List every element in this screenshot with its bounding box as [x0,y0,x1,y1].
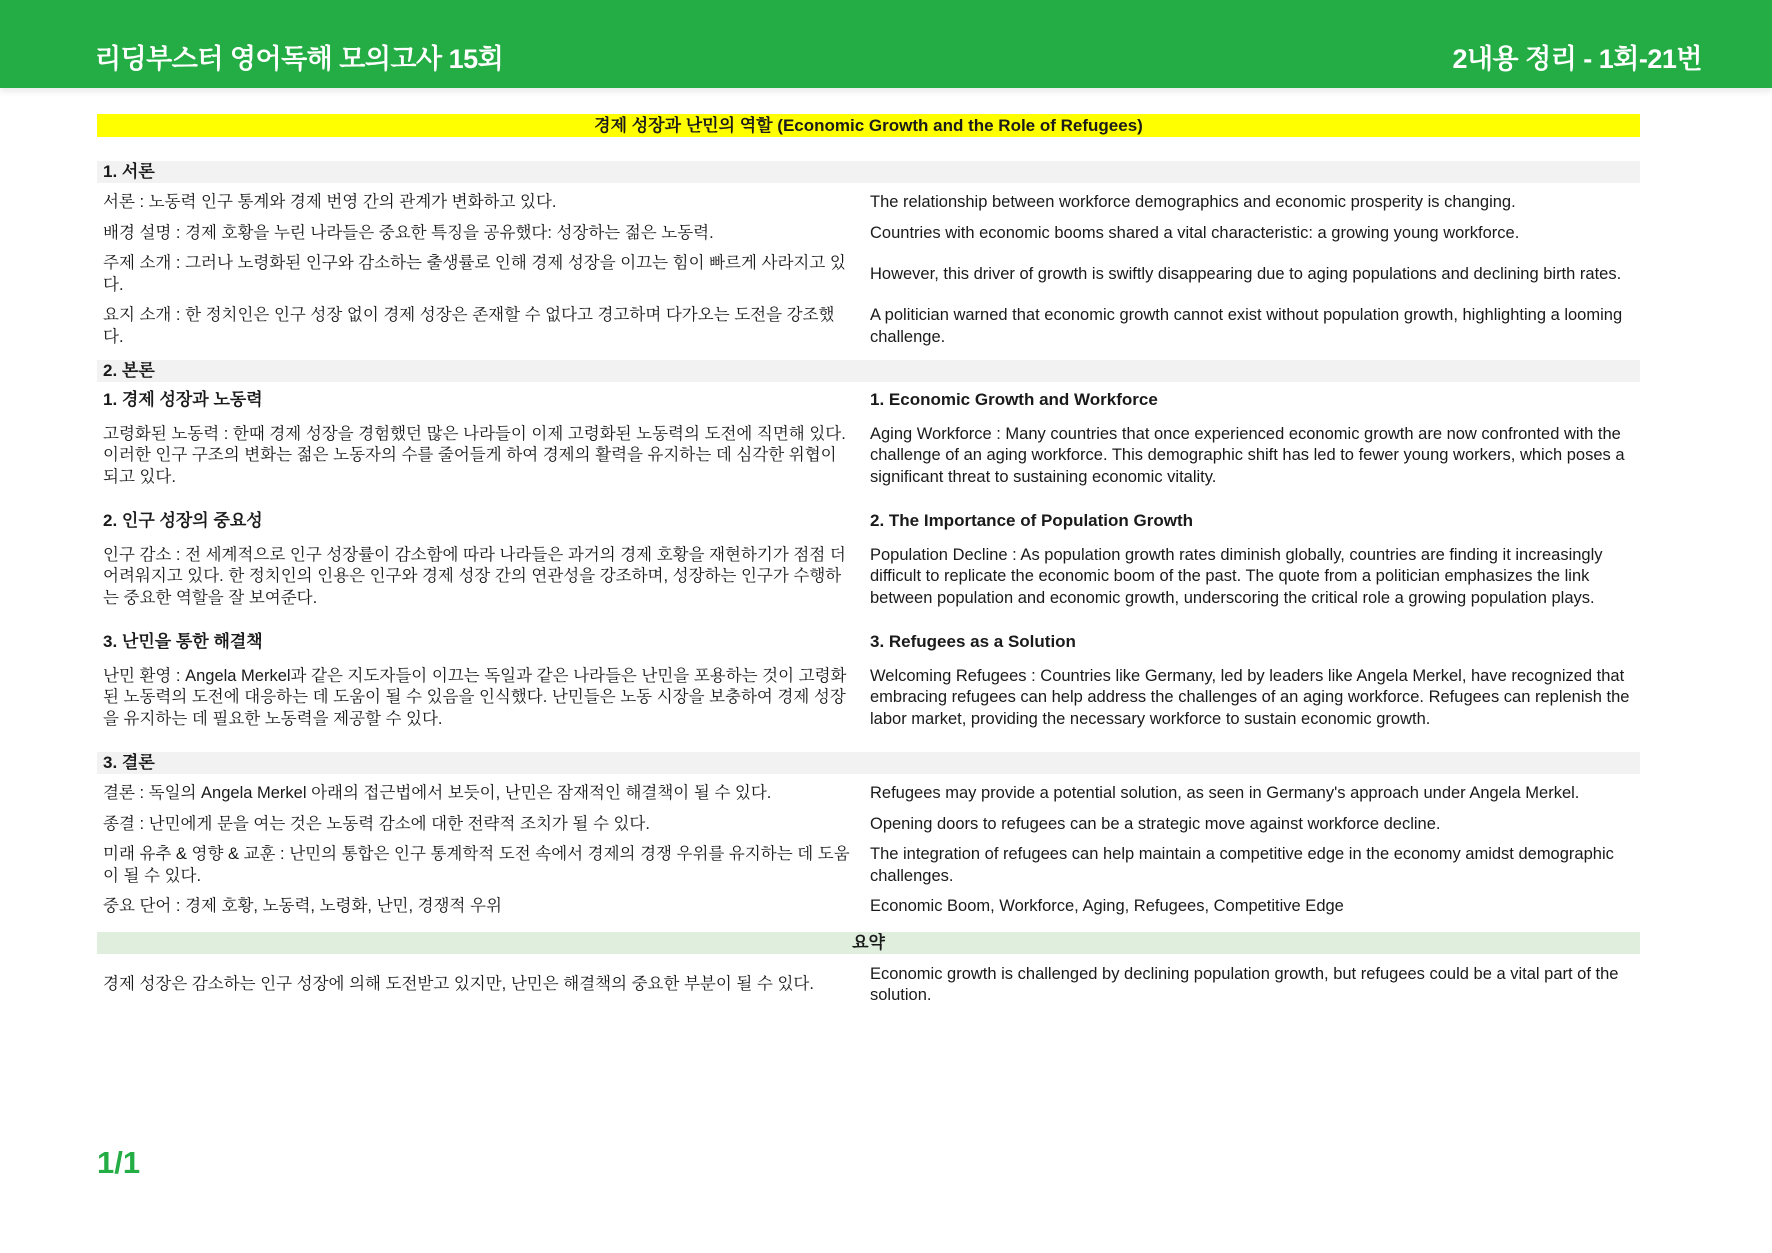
english-paragraph: Welcoming Refugees : Countries like Germany, led by leaders like Angela Merkel, have recognized that embracing refugees can help address the challenges of an aging workforce. Refugees can replenish the labor market, providing the necessary workforce to sustain economic growth. [870,666,1630,728]
conclusion-rows [97,783,1640,918]
korean-cell: 종결 : 난민에게 문을 여는 것은 노동력 감소에 대한 전략적 조치가 될 수 있다. [103,814,650,833]
page-header [0,0,1772,88]
korean-cell: 미래 유추 & 영향 & 교훈 : 난민의 통합은 인구 통계학적 도전 속에서 경제의 경쟁 우위를 유지하는 데 도움이 될 수 있다. [103,845,850,885]
table-row [97,844,1640,887]
english-paragraph: Population Decline : As population growth rates diminish globally, countries are finding it increasingly difficult to replicate the economic boom of the past. The quote from a politician emphasizes the link between population and economic growth, underscoring the critical role a growing population plays. [870,545,1603,607]
section-header-intro: 1. 서론 [97,161,1640,183]
body-subsections [97,389,1640,730]
body-subsection [97,389,1640,488]
korean-subtitle: 3. 난민을 통한 해결책 [103,632,263,651]
english-summary: Economic growth is challenged by declining population growth, but refugees could be a vital part of the solution. [870,964,1619,1004]
intro-rows [97,192,1640,348]
section-header-conclusion: 3. 결론 [97,752,1640,774]
summary-row [97,964,1640,1007]
page-number: 1/1 [97,1145,141,1180]
korean-cell: 주제 소개 : 그러나 노령화된 인구와 감소하는 출생률로 인해 경제 성장을 이끄는 힘이 빠르게 사라지고 있다. [103,254,846,294]
english-cell: Countries with economic booms shared a vital characteristic: a growing young workforce. [870,223,1520,242]
korean-cell: 서론 : 노동력 인구 통계와 경제 번영 간의 관계가 변화하고 있다. [103,193,557,211]
korean-cell: 배경 설명 : 경제 호황을 누린 나라들은 중요한 특징을 공유했다: 성장하는 젊은 노동력. [103,223,714,242]
content-area [97,114,1640,1007]
table-row [97,253,1640,296]
english-cell: A politician warned that economic growth cannot exist without population growth, highlighting a looming challenge. [870,306,1623,346]
subsection-paragraph-row [97,666,1640,731]
table-row [97,192,1640,214]
korean-cell: 결론 : 독일의 Angela Merkel 아래의 접근법에서 보듯이, 난민은 잠재적인 해결책이 될 수 있다. [103,784,772,802]
subsection-paragraph-row [97,545,1640,610]
english-subtitle: 2. The Importance of Population Growth [870,511,1194,530]
english-cell: Economic Boom, Workforce, Aging, Refugees, Competitive Edge [870,897,1344,915]
document-title: 경제 성장과 난민의 역할 (Economic Growth and the Role of Refugees) [97,114,1640,137]
korean-subtitle: 2. 인구 성장의 중요성 [103,511,263,530]
korean-cell: 요지 소개 : 한 정치인은 인구 성장 없이 경제 성장은 존재할 수 없다고 경고하며 다가오는 도전을 강조했다. [103,306,835,346]
table-row [97,814,1640,836]
header-title: 리딩부스터 영어독해 모의고사 15회 [95,44,504,74]
subsection-title-row [97,631,1640,653]
english-cell: Opening doors to refugees can be a strategic move against workforce decline. [870,814,1441,833]
section-header-body: 2. 본론 [97,360,1640,382]
table-row [97,223,1640,245]
table-row [97,896,1640,918]
english-cell: However, this driver of growth is swiftly disappearing due to aging populations and declining birth rates. [870,264,1622,283]
english-paragraph: Aging Workforce : Many countries that once experienced economic growth are now confronted with the challenge of an aging workforce. This demographic shift has led to fewer young workers, which poses a significant threat to sustaining economic vitality. [870,424,1625,486]
korean-summary: 경제 성장은 감소하는 인구 성장에 의해 도전받고 있지만, 난민은 해결책의 중요한 부분이 될 수 있다. [103,975,814,994]
subsection-paragraph-row [97,424,1640,489]
table-row [97,783,1640,805]
korean-paragraph: 인구 감소 : 전 세계적으로 인구 성장률이 감소함에 따라 나라들은 과거의 경제 호황을 재현하기가 점점 더 어려워지고 있다. 한 정치인의 인용은 인구와 경제 성장 간의 연관성을 강조하며, 성장하는 인구가 수행하는 중요한 역할을 잘 보여준다. [103,545,846,607]
header-section-label: 2내용 정리 - 1회-21번 [1452,44,1702,74]
table-row [97,305,1640,348]
korean-subtitle: 1. 경제 성장과 노동력 [103,390,263,409]
korean-cell: 중요 단어 : 경제 호황, 노동력, 노령화, 난민, 경쟁적 우위 [103,897,502,915]
korean-paragraph: 난민 환영 : Angela Merkel과 같은 지도자들이 이끄는 독일과 같은 나라들은 난민을 포용하는 것이 고령화된 노동력의 도전에 대응하는 데 도움이 될 수 있음을 인식했다. 난민들은 노동 시장을 보충하여 경제 성장을 유지하는 데 필요한 노동력을 제공할 수 있다. [103,666,847,728]
body-subsection [97,510,1640,609]
english-cell: Refugees may provide a potential solution, as seen in Germany's approach under Angela Merkel. [870,784,1580,802]
subsection-title-row [97,389,1640,411]
english-cell: The relationship between workforce demographics and economic prosperity is changing. [870,193,1516,211]
english-subtitle: 3. Refugees as a Solution [870,632,1076,651]
summary-header: 요약 [97,932,1640,954]
body-subsection [97,631,1640,730]
english-subtitle: 1. Economic Growth and Workforce [870,390,1158,409]
subsection-title-row [97,510,1640,532]
korean-paragraph: 고령화된 노동력 : 한때 경제 성장을 경험했던 많은 나라들이 이제 고령화된 노동력의 도전에 직면해 있다. 이러한 인구 구조의 변화는 젊은 노동자의 수를 줄어들게 하여 경제의 활력을 유지하는 데 심각한 위협이 되고 있다. [103,424,846,486]
english-cell: The integration of refugees can help maintain a competitive edge in the economy amidst demographic challenges. [870,845,1614,885]
